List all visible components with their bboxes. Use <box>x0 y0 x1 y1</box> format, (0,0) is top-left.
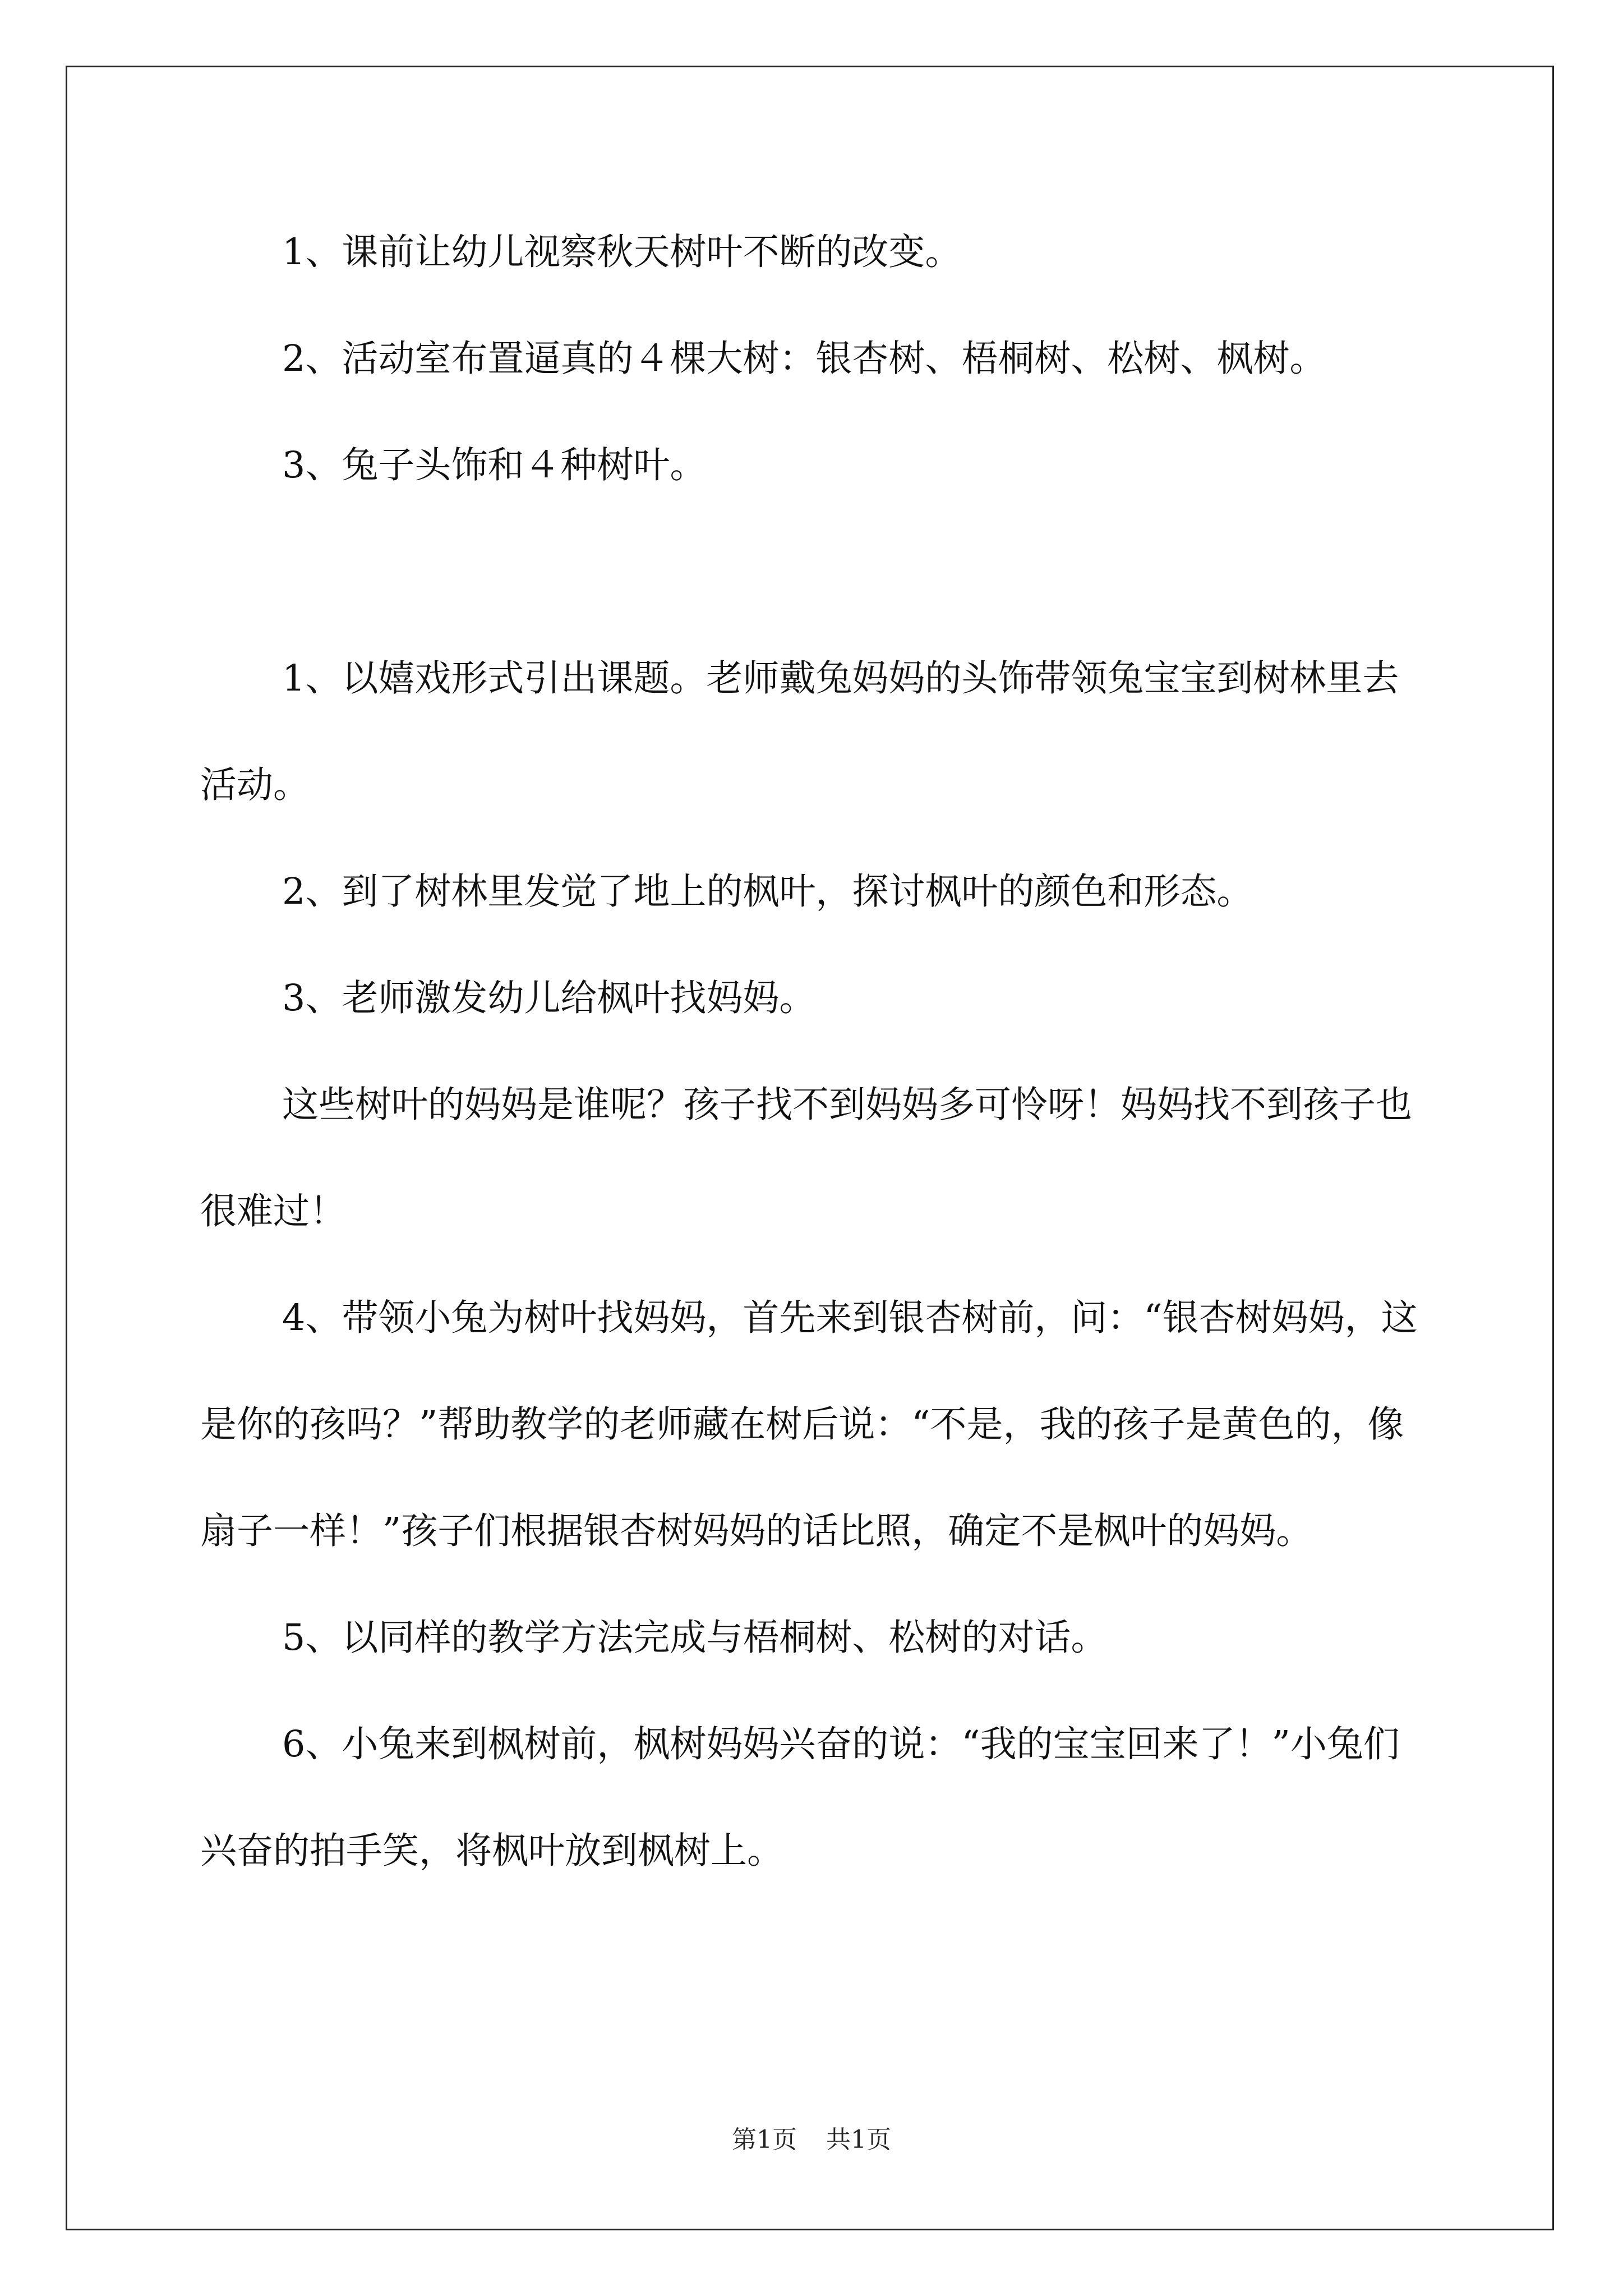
document-body <box>200 199 1428 1904</box>
paragraph: 5、以同样的教学方法完成与梧桐树、松树的对话。 <box>282 1617 1108 1659</box>
page-total: 共1页 <box>826 2125 891 2154</box>
paragraph: 3、老师激发幼儿给枫叶找妈妈。 <box>282 977 816 1019</box>
page-number: 第1页 <box>732 2125 797 2154</box>
paragraph: 3、兔子头饰和４种树叶。 <box>282 444 707 486</box>
page-footer <box>0 2119 1623 2155</box>
paragraph: 1、课前让幼儿视察秋天树叶不断的改变。 <box>282 231 962 273</box>
paragraph: 4、带领小兔为树叶找妈妈，首先来到银杏树前，问：“银杏树妈妈，这是你的孩吗？”帮助教学的老师藏在树后说：“不是，我的孩子是黄色的，像扇子一样！”孩子们根据银杏树妈妈的话比照，确定不是枫叶的妈妈。 <box>200 1297 1418 1552</box>
section-gap <box>200 519 1428 625</box>
paragraph: 2、活动室布置逼真的４棵大树：银杏树、梧桐树、松树、枫树。 <box>282 338 1326 380</box>
paragraph: 2、到了树林里发觉了地上的枫叶，探讨枫叶的颜色和形态。 <box>282 871 1253 913</box>
paragraph: 1、以嬉戏形式引出课题。老师戴兔妈妈的头饰带领兔宝宝到树林里去活动。 <box>200 657 1399 806</box>
paragraph: 这些树叶的妈妈是谁呢？孩子找不到妈妈多可怜呀！妈妈找不到孩子也很难过！ <box>200 1084 1413 1232</box>
paragraph: 6、小兔来到枫树前，枫树妈妈兴奋的说：“我的宝宝回来了！”小兔们兴奋的拍手笑，将枫叶放到枫树上。 <box>200 1723 1400 1872</box>
